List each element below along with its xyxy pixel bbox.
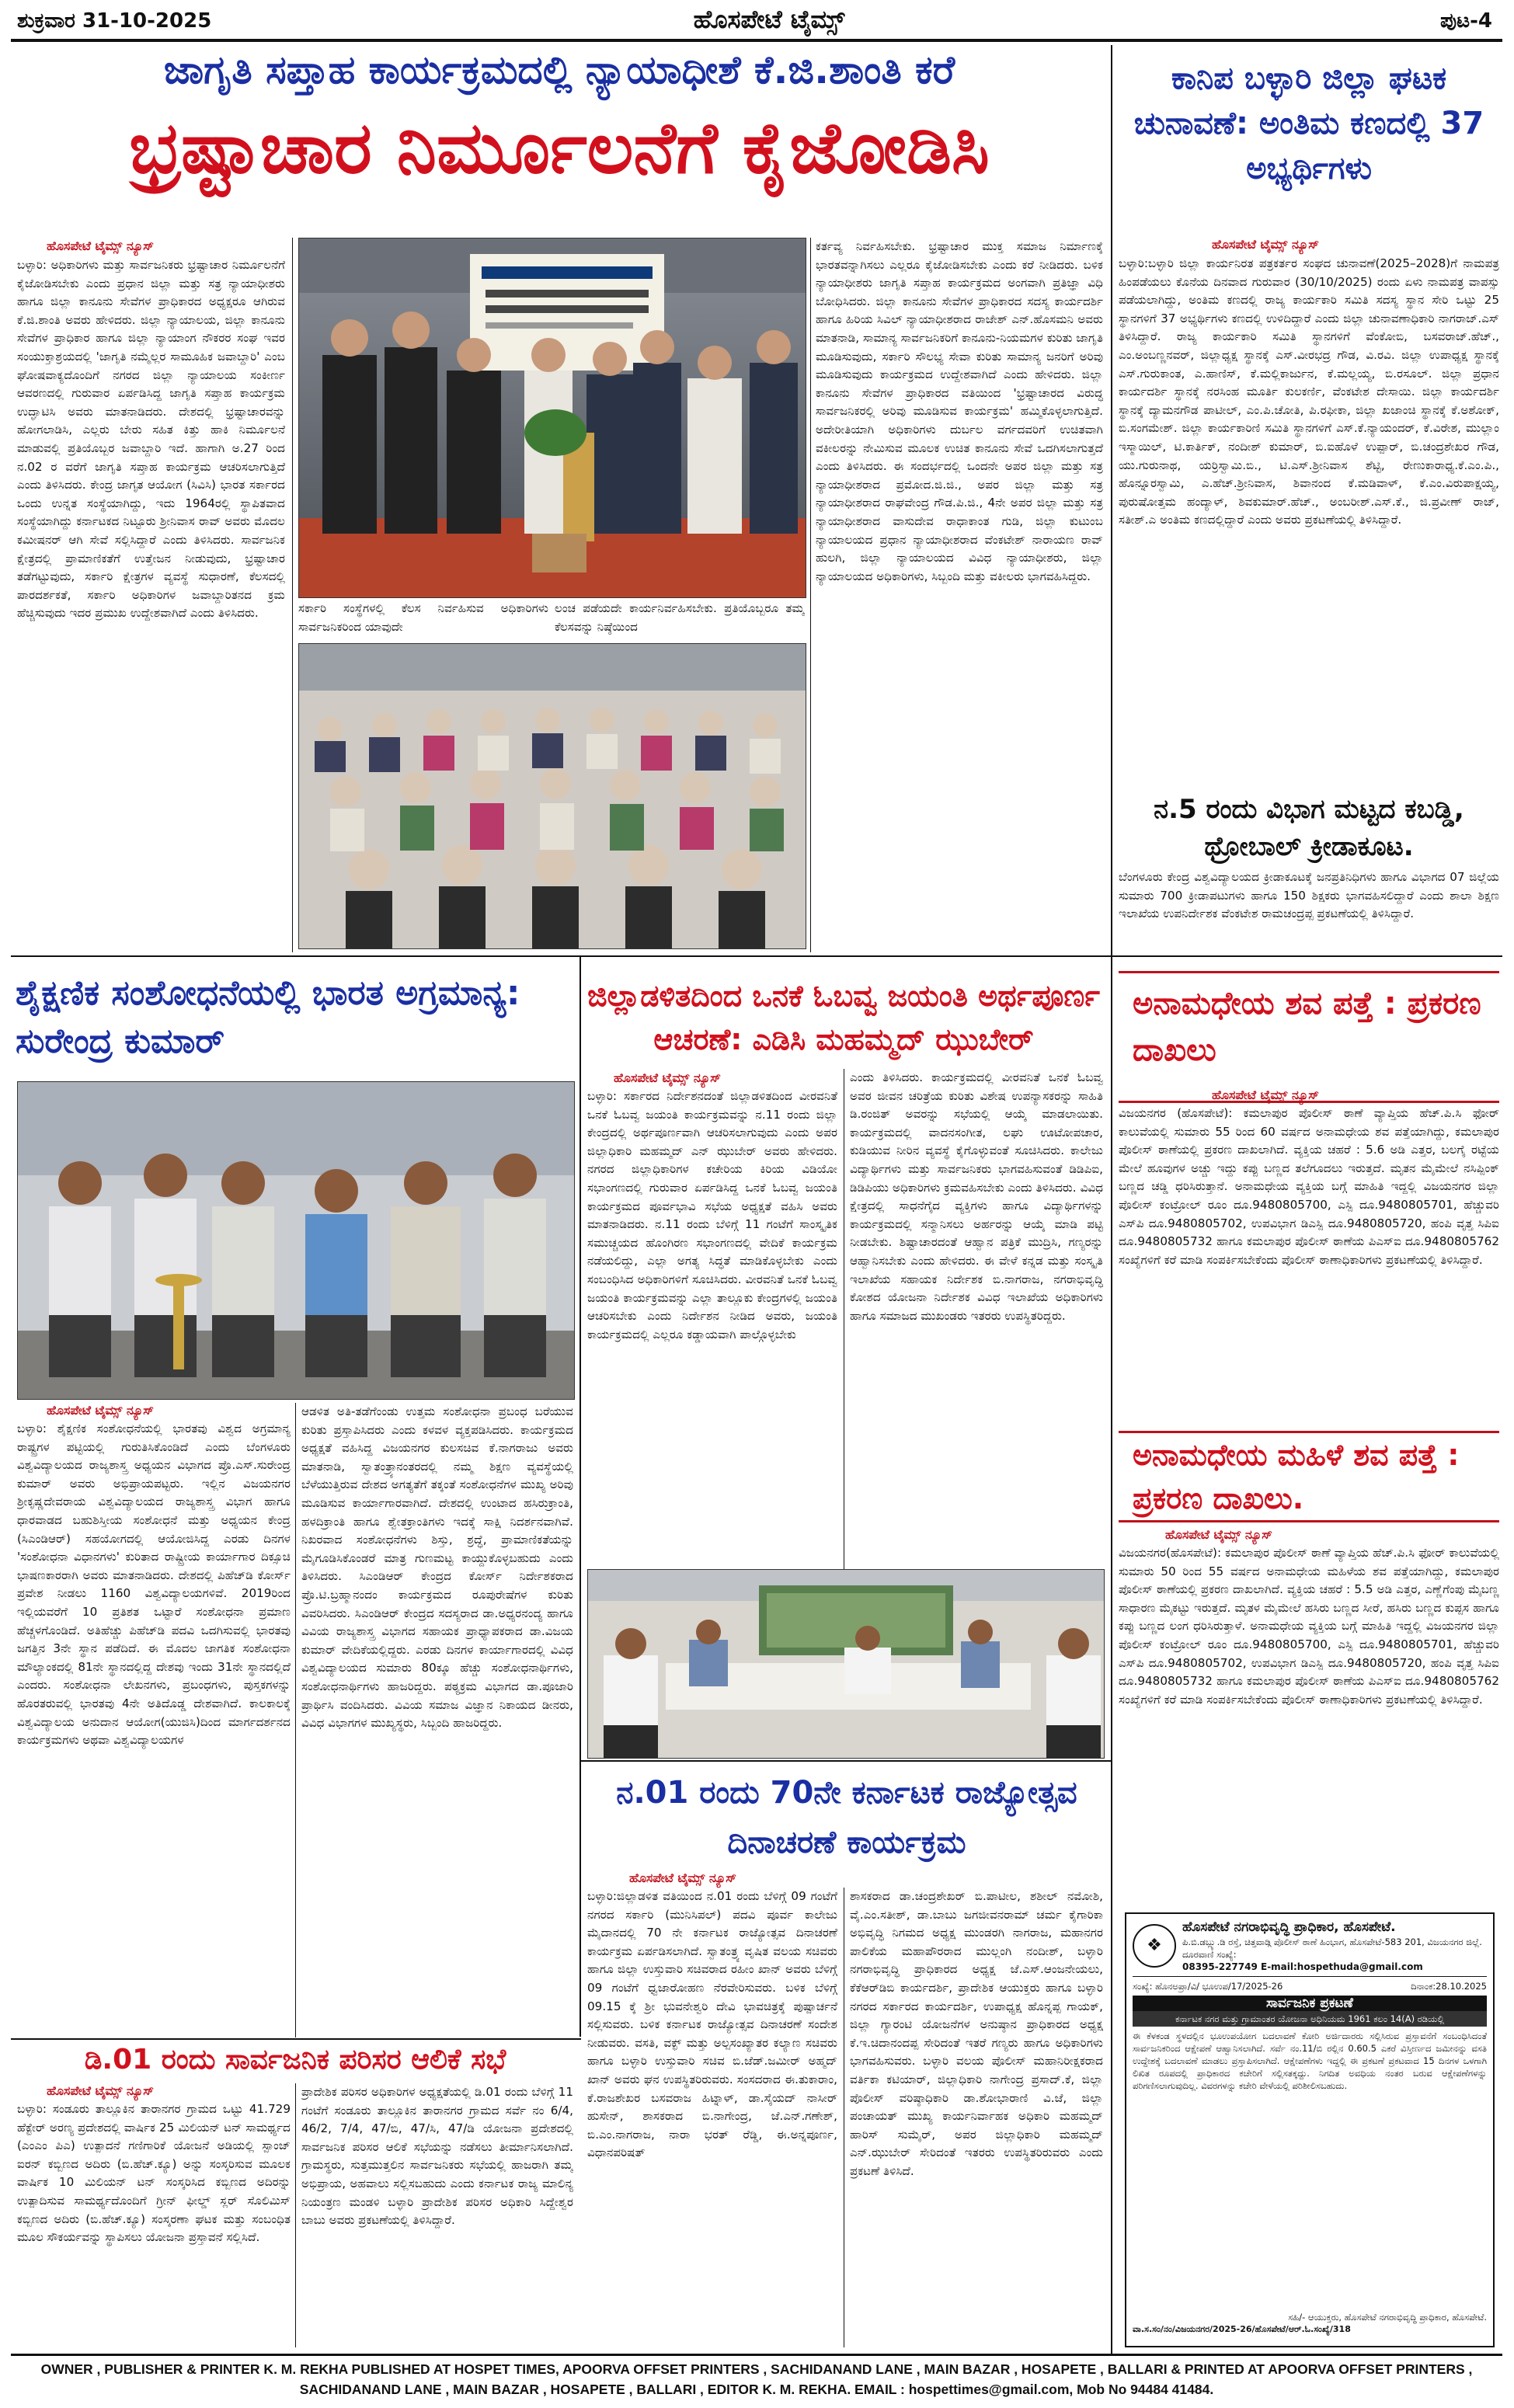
research-body-col1: [17, 1420, 291, 2037]
rajyotsava-col1-text: ಬಳ್ಳಾರಿ:ಜಿಲ್ಲಾಡಳಿತ ವತಿಯಿಂದ ನ.01 ರಂದು ಬೆಳಿಗ್ಗೆ 09 ಗಂಟೆಗೆ ನಗರದ ಸರ್ಕಾರಿ (ಮುನಿಸಿಪಲ್) ಪದವಿ ಪೂರ್ವ ಕಾಲೇಜು ಮೈದಾನದಲ್ಲಿ 70 ನೇ ಕರ್ನಾಟಕ ರಾಜ್ಯೋತ್ಸವ ದಿನಾಚರಣೆ ಕಾರ್ಯಕ್ರಮ ಏರ್ಪಡಿಸಲಾಗಿದೆ. ಸ್ವಾತಂತ್ರ್ಯ ವೃಷಿತ ವಲಯ ಸಚಿವರು ಹಾಗೂ ಜಿಲ್ಲಾ ಉಸ್ತುವಾರಿ ಸಚಿವರಾದ ರಹೀಂ ಖಾನ್ ಅವರು ಬೆಳಿಗ್ಗೆ 09 ಗಂಟೆಗೆ ಧ್ವಜಾರೋಹಣ ನೆರವೇರಿಸುವರು. ಬಳಿಕ ಬೆಳಿಗ್ಗೆ 09.15 ಕ್ಕೆ ಶ್ರೀ ಭುವನೇಶ್ವರಿ ದೇವಿ ಭಾವಚಿತ್ರಕ್ಕೆ ಪುಷ್ಪಾರ್ಚನೆ ಸಲ್ಲಿಸುವರು. ಬಳಿಕ ಕರ್ನಾಟಕ ರಾಜ್ಯೋತ್ಸವ ದಿನಾಚರಣೆ ಸಂದೇಶ ನೀಡುವರು. ವಸತಿ, ವಕ್ಫ್ ಮತ್ತು ಅಲ್ಪಸಂಖ್ಯಾತರ ಕಲ್ಯಾಣ ಸಚಿವರು ಹಾಗೂ ಬಳ್ಳಾರಿ ಉಸ್ತುವಾರಿ ಸಚಿವ ಬಿ.ಜೆಡ್.ಜಮೀರ್ ಅಹ್ಮದ್ ಖಾನ್ ಅವರು ಘನ ಉಪಸ್ಥಿತರಿರುವರು. ಸಂಸದರಾದ ಈ.ತುಕಾರಾಂ, ಕೆ.ರಾಜಶೇಖರ ಬಸವರಾಜ ಹಿಟ್ನಾಳ್, ಡಾ.ಸೈಯದ್ ನಾಸೀರ್ ಹುಸೇನ್, ಶಾಸಕರಾದ ಬಿ.ನಾಗೇಂದ್ರ, ಜೆ.ಎನ್.ಗಣೇಶ್, ಬಿ.ಎಂ.ನಾಗರಾಜ, ನಾರಾ ಭರತ್ ರೆಡ್ಡಿ, ಈ.ಅನ್ನಪೂರ್ಣ, ವಿಧಾನಪರಿಷತ್: [587, 1889, 837, 2160]
lead-kicker: ಜಾಗೃತಿ ಸಪ್ತಾಹ ಕಾರ್ಯಕ್ರಮದಲ್ಲಿ ನ್ಯಾಯಾಧೀಶೆ ಕೆ.ಜಿ.ಶಾಂತಿ ಕರೆ: [163, 47, 955, 92]
notice-dip-number: ವಾ.ಸ.ಸಂ/ನಂ/ವಿಜಯನಗರ/2025-26/ಹೊಸಪೇಟೆ/ಆರ್.ಓ.ಸಂಖ್ಯೆ/318: [1133, 2324, 1351, 2334]
sidebar-election-body: [1119, 255, 1499, 791]
public-notice: [1125, 1912, 1495, 2347]
sidebar-election-headline: ಕಾನಿಪ ಬಳ್ಳಾರಿ ಜಿಲ್ಲಾ ಘಟಕ ಚುನಾವಣೆ: ಅಂತಿಮ ಕಣದಲ್ಲಿ 37 ಅಭ್ಯರ್ಥಿಗಳು: [1133, 61, 1484, 186]
research-headline: ಶೈಕ್ಷಣಿಕ ಸಂಶೋಧನೆಯಲ್ಲಿ ಭಾರತ ಅಗ್ರಮಾನ್ಯ: ಸುರೇಂದ್ರ ಕುಮಾರ್: [16, 973, 520, 1061]
rajyotsava-body-col1: [587, 1888, 837, 2347]
lead-body-col3: [816, 238, 1103, 948]
paper-name: ಹೊಸಪೇಟೆ ಟೈಮ್ಸ್: [693, 5, 845, 34]
notice-address: ಪಿ.ಬಿ.ಡಬ್ಲ್ಯು.ಡಿ ರಸ್ತೆ, ಚಿತ್ತವಾಡ್ಗಿ ಪೊಲೀಸ್ ಠಾಣೆ ಹಿಂಭಾಗ, ಹೊಸಪೇಟೆ-583 201, ವಿಜಯನಗರ ಜಿಲ್ಲೆ. ದೂರವಾಣಿ ಸಂಖ್ಯೆ:: [1182, 1936, 1482, 1960]
page-date: ಶುಕ್ರವಾರ 31-10-2025: [17, 9, 212, 33]
obavva-body-col1: [587, 1087, 837, 1569]
obavva-col2-text: ಎಂದು ತಿಳಿಸಿದರು. ಕಾರ್ಯಕ್ರಮದಲ್ಲಿ ವೀರವನಿತೆ ಒನಕೆ ಓಬವ್ವ ಅವರ ಜೀವನ ಚರಿತ್ರೆಯ ಕುರಿತು ವಿಶೇಷ ಉಪನ್ಯಾಸಕರನ್ನು ಸಾಹಿತಿ ಡಿ.ರಂಜಿತ್ ಅವರನ್ನು ಸಭೆಯಲ್ಲಿ ಆಯ್ಕೆ ಮಾಡಲಾಯಿತು. ಕಾರ್ಯಕ್ರಮದಲ್ಲಿ ವಾದನಸಂಗೀತ, ಲಘು ಊಟೋಪಚಾರ, ಕುಡಿಯುವ ನೀರಿನ ವ್ಯವಸ್ಥೆ ಕೈಗೊಳ್ಳುವಂತೆ ಸೂಚಿಸಿದರು. ಕಾಲೇಜು ವಿದ್ಯಾರ್ಥಿಗಳು ಮತ್ತು ಸಾರ್ವಜನಿಕರು ಭಾಗವಹಿಸುವಂತೆ ಡಿಡಿಪಿಐ, ಡಿಡಿಪಿಯು ಅಧಿಕಾರಿಗಳು ಕ್ರಮವಹಿಸಬೇಕು ಎಂದು ತಿಳಿಸಿದರು. ವಿವಿಧ ಕ್ಷೇತ್ರದಲ್ಲಿ ಸಾಧನೆಗೈದ ವ್ಯಕ್ತಿಗಳು ಹಾಗೂ ವಿದ್ಯಾರ್ಥಿಗಳನ್ನು ಕಾರ್ಯಕ್ರಮದಲ್ಲಿ ಸನ್ಮಾನಿಸಲು ಅರ್ಹರನ್ನು ಆಯ್ಕೆ ಮಾಡಿ ಪಟ್ಟಿ ನೀಡಬೇಕು. ಶಿಷ್ಟಾಚಾರದಂತೆ ಆಹ್ವಾನ ಪತ್ರಿಕೆ ಮುದ್ರಿಸಿ, ಗಣ್ಯರನ್ನು ಆಹ್ವಾನಿಸಬೇಕು ಎಂದು ಹೇಳಿದರು. ಈ ವೇಳೆ ಕನ್ನಡ ಮತ್ತು ಸಂಸ್ಕೃತಿ ಇಲಾಖೆಯ ಸಹಾಯಕ ನಿರ್ದೇಶಕ ಬಿ.ನಾಗರಾಜ, ನಗರಾಭಿವೃದ್ಧಿ ಕೋಶದ ಯೋಜನಾ ನಿರ್ದೇಶಕ ವಿವಿಧ ಇಲಾಖೆಯ ಅಧಿಕಾರಿಗಳು ಹಾಗೂ ಸಮಾಜದ ಮುಖಂಡರು ಇತರರು ಉಪಸ್ಥಿತರಿದ್ದರು.: [850, 1070, 1103, 1323]
rajyotsava-byline: ಹೊಸಪೇಟೆ ಟೈಮ್ಸ್ ನ್ಯೂಸ್: [629, 1870, 736, 1885]
rajyotsava-headline: ನ.01 ರಂದು 70ನೇ ಕರ್ನಾಟಕ ರಾಜ್ಯೋತ್ಸವ ದಿನಾಚರಣೆ ಕಾರ್ಯಕ್ರಮ: [616, 1775, 1077, 1860]
photo-lamp-lighting: [298, 238, 806, 598]
dead1-text: ವಿಜಯನಗರ (ಹೊಸಪೇಟೆ): ಕಮಲಾಪುರ ಪೊಲೀಸ್ ಠಾಣೆ ವ್ಯಾಪ್ತಿಯ ಹೆಚ್.ಪಿ.ಸಿ ಫೋರ್ ಕಾಲುವೆಯಲ್ಲಿ ಸುಮಾರು 55 ರಿಂದ 60 ವರ್ಷದ ಅನಾಮಧೇಯ ಶವ ಪತ್ತೆಯಾಗಿದ್ದು, ಕಮಲಾಪುರ ಪೊಲೀಸ್ ಠಾಣೆಯಲ್ಲಿ ಪ್ರಕರಣ ದಾಖಲಾಗಿದೆ. ವ್ಯಕ್ತಿಯ ಚಹರೆ : 5.6 ಅಡಿ ಎತ್ತರ, ಬಲಗೈ ರಟ್ಟೆಯ ಮೇಲೆ ಹೂವುಗಳ ಅಚ್ಚು ಇದ್ದು ಕಪ್ಪು ಬಣ್ಣದ ತಲೆಗೂದಲು ಇರುತ್ತದೆ. ಮೃತನ ಮೈಮೇಲೆ ನಸಿಪ್ಪಿಂಕ್ ಬಣ್ಣದ ಚಡ್ಡಿ ಧರಿಸಿರುತ್ತಾನೆ. ಅನಾಮಧೇಯ ವ್ಯಕ್ತಿಯ ಬಗ್ಗೆ ಮಾಹಿತಿ ಇದ್ದಲ್ಲಿ ವಿಜಯನಗರ ಜಿಲ್ಲಾ ಪೊಲೀಸ್ ಕಂಟ್ರೋಲ್ ರೂಂ ದೂ.9480805700, ಎಸ್ಪಿ ದೂ.9480805701, ಹೆಚ್ಚುವರಿ ಎಸ್‌ಪಿ ದೂ.9480805702, ಉಪವಿಭಾಗ ಡಿಎಸ್ಪಿ ದೂ.9480805720, ಹಂಪಿ ವೃತ್ತ ಸಿಪಿಐ ದೂ.9480805732 ಹಾಗೂ ಕಮಲಾಪುರ ಪೊಲೀಸ್ ಠಾಣೆಯ ಪಿಎಸ್ಐ ದೂ.9480805762 ಸಂಖ್ಯೆಗಳಿಗೆ ಕರೆ ಮಾಡಿ ಸಂಪರ್ಕಿಸಬೇಕೆಂದು ಪೊಲೀಸ್ ಠಾಣಾಧಿಕಾರಿಗಳು ಪ್ರಕಟಣೆಯಲ್ಲಿ ತಿಳಿಸಿದ್ದಾರೆ.: [1119, 1106, 1499, 1267]
sidebar-election-byline: ಹೊಸಪೇಟೆ ಟೈಮ್ಸ್ ನ್ಯೂಸ್: [1212, 237, 1319, 252]
dead2-headline: ಅನಾಮಧೇಯ ಮಹಿಳೆ ಶವ ಪತ್ತೆ : ಪ್ರಕರಣ ದಾಖಲು.: [1119, 1431, 1499, 1522]
rajyotsava-body-col2: [850, 1888, 1103, 2347]
section-rule: [11, 955, 1502, 957]
col-rule: [295, 1403, 296, 2037]
section-rule: [1111, 45, 1112, 955]
imprint-line-1: OWNER , PUBLISHER & PRINTER K. M. REKHA PUBLISHED AT HOSPET TIMES, APOORVA OFFSET PRINTERS , SACHIDANAND LANE , MAIN BAZAR , HOSAPETE , BALLARI & PRINTED AT APOORVA OFFSET PRINTERS ,: [40, 2361, 1473, 2377]
page-number: ಪುಟ-4: [1439, 9, 1492, 33]
hearing-headline: ಡಿ.01 ರಂದು ಸಾರ್ವಜನಿಕ ಪರಿಸರ ಆಲಿಕೆ ಸಭೆ: [84, 2044, 506, 2076]
footer-rule: [11, 2354, 1502, 2356]
govt-emblem-icon: ❖: [1133, 1924, 1176, 1968]
notice-org: ಹೊಸಪೇಟೆ ನಗರಾಭಿವೃದ್ಧಿ ಪ್ರಾಧಿಕಾರ, ಹೊಸಪೇಟೆ.: [1182, 1919, 1396, 1935]
hearing-byline: ಹೊಸಪೇಟೆ ಟೈಮ್ಸ್ ನ್ಯೂಸ್: [47, 2083, 154, 2098]
research-col2-text: ಆಡಳಿತ ಅತಿ-ತಡೆಗೆಂಂಡು ಉತ್ತಮ ಸಂಶೋಧನಾ ಪ್ರಬಂಧ ಬರೆಯುವ ಕುರಿತು ಪ್ರಸ್ತಾಪಿಸಿದರು ಎಂದು ಕಳವಳ ವ್ಯಕ್ತಪಡಿಸಿದರು. ಕಾರ್ಯಕ್ರಮದ ಅಧ್ಯಕ್ಷತೆ ವಹಿಸಿದ್ದ ವಿಜಯನಗರ ಕುಲಸಚಿವ ಕೆ.ನಾಗರಾಜು ಅವರು ಮಾತನಾಡಿ, ಸ್ವಾತಂತ್ರ್ಯಾನಂತರದಲ್ಲಿ ನಮ್ಮ ಶಿಕ್ಷಣ ವ್ಯವಸ್ಥೆಯಲ್ಲಿ ಬೆಳೆಯುತ್ತಿರುವ ದೇಶದ ಅಗತ್ಯತೆಗೆ ತಕ್ಕಂತೆ ಸಂಶೋಧನೆಗಳ ಮುಖ್ಯ ಅರಿವು ಮೂಡಿಸುವ ಕಾರ್ಯಾಗಾರವಾಗಿದೆ. ದೇಶದಲ್ಲಿ ಉಂಟಾದ ಹಸಿರುಕ್ರಾಂತಿ, ಹಳದಿಕ್ರಾಂತಿ ಹಾಗೂ ಶ್ವೇತಕ್ರಾಂತಿಗಳು ಇದಕ್ಕೆ ಸಾಕ್ಷಿ ನಿದರ್ಶನವಾಗಿವೆ. ನಿಖರವಾದ ಸಂಶೋಧನೆಗಳು ಶಿಸ್ತು, ಶ್ರದ್ಧೆ, ಪ್ರಾಮಾಣಿಕತೆಯನ್ನು ಮೈಗೂಡಿಸಿಕೊಂಡರೆ ಮಾತ್ರ ಗುಣಮಟ್ಟ ಕಾಯ್ದುಕೊಳ್ಳಬಹುದು ಎಂದು ತಿಳಿಸಿದರು. ಸಿಎಂಡಿಆರ್ ಕೇಂದ್ರದ ಕೋರ್ಸ್ ನಿರ್ದೇಶಕರಾದ ಪ್ರೊ.ಟಿ.ಬ್ರಹ್ಮಾನಂದಂ ಕಾರ್ಯಕ್ರಮದ ರೂಪುರೇಷೆಗಳ ಕುರಿತು ವಿವರಿಸಿದರು. ಸಿಎಂಡಿಆರ್ ಕೇಂದ್ರದ ಸದಸ್ಯರಾದ ಡಾ.ಅಧ್ಯರನಂದ್ಯ ಹಾಗೂ ವಿವಿಯ ರಾಜ್ಯಶಾಸ್ತ್ರ ವಿಭಾಗದ ಸಹಾಯಕ ಪ್ರಾಧ್ಯಾಪಕರಾದ ಡಾ.ವಿಜಯ ಕುಮಾರ್ ವೇದಿಕೆಯಲ್ಲಿದ್ದರು. ಎರಡು ದಿನಗಳ ಕಾರ್ಯಾಗಾರದಲ್ಲಿ ವಿವಿಧ ವಿಶ್ವವಿದ್ಯಾಲಯದ ಸುಮಾರು 80ಕ್ಕೂ ಹೆಚ್ಚು ಸಂಶೋಧನಾರ್ಥಿಗಳು, ಸಂಶೋಧನಾರ್ಥಿಗಳು ಹಾಜರಿದ್ದರು. ಪಠ್ಯಕ್ರಮ ವಿಭಾಗದ ಡಾ.ಪೂಜಾರಿ ಪ್ರಾರ್ಥಿಸಿ ವಂದಿಸಿದರು. ವಿವಿಯ ಸಮಾಜ ವಿಜ್ಞಾನ ನಿಕಾಯದ ಡೀನರು, ವಿವಿಧ ವಿಭಾಗಗಳ ಮುಖ್ಯಸ್ಥರು, ಸಿಬ್ಬಂದಿ ಹಾಜರಿದ್ದರು.: [301, 1404, 573, 1731]
imprint-line-2: SACHIDANAND LANE , MAIN BAZAR , HOSAPETE , BALLARI , EDITOR K. M. REKHA. EMAIL : hospettimes@gmail.com, Mob No 94484 41484.: [299, 2382, 1214, 2397]
section-rule: [581, 1760, 1112, 1762]
rajyotsava-col2-text: ಶಾಸಕರಾದ ಡಾ.ಚಂದ್ರಶೇಖರ್ ಬಿ.ಪಾಟೀಲ, ಶಶೀಲ್ ನಮೋಶಿ, ವೈ.ಎಂ.ಸತೀಶ್, ಡಾ.ಬಾಬು ಜಗಜೀವನರಾಮ್ ಚರ್ಮ ಕೈಗಾರಿಕಾ ಅಭಿವೃದ್ಧಿ ನಿಗಮದ ಅಧ್ಯಕ್ಷ ಮುಂಡರಗಿ ನಾಗರಾಜ, ಮಹಾನಗರ ಪಾಲಿಕೆಯ ಮಹಾಪೌರರಾದ ಮುಲ್ಲಂಗಿ ನಂದೀಶ್, ಬಳ್ಳಾರಿ ನಗರಾಭಿವೃದ್ಧಿ ಪ್ರಾಧಿಕಾರದ ಅಧ್ಯಕ್ಷ ಜೆ.ಎಸ್.ಆಂಜನೇಯಲು, ಕೆಕೆಆರ್‌ಡಿಬಿ ಕಾರ್ಯದರ್ಶಿ, ಪ್ರಾದೇಶಿಕ ಆಯುಕ್ತರು ಹಾಗೂ ಬಳ್ಳಾರಿ ನಗರದ ಸರ್ಕಾರದ ಕಾರ್ಯದರ್ಶಿ, ಉಪಾಧ್ಯಕ್ಷ ಹೊನ್ನಪ್ಪ ಗಾಯಕ್, ಜಿಲ್ಲಾ ಗ್ಯಾರಂಟಿ ಯೋಜನೆಗಳ ಅನುಷ್ಠಾನ ಪ್ರಾಧಿಕಾರದ ಅಧ್ಯಕ್ಷ ಕೆ.ಇ.ಚಿದಾನಂದಪ್ಪ ಸೇರಿದಂತೆ ಇತರೆ ಗಣ್ಯರು ಹಾಗೂ ಅಧಿಕಾರಿಗಳು ಭಾಗವಹಿಸುವರು. ಬಳ್ಳಾರಿ ವಲಯ ಪೊಲೀಸ್ ಮಹಾನಿರೀಕ್ಷಕರಾದ ವರ್ತಿಕಾ ಕಟಿಯಾರ್, ಜಿಲ್ಲಾಧಿಕಾರಿ ನಾಗೇಂದ್ರ ಪ್ರಸಾದ್.ಕೆ, ಜಿಲ್ಲಾ ಪೊಲೀಸ್ ವರಿಷ್ಠಾಧಿಕಾರಿ ಡಾ.ಶೋಭಾರಾಣಿ ವಿ.ಜೆ, ಜಿಲ್ಲಾ ಪಂಚಾಯತ್ ಮುಖ್ಯ ಕಾರ್ಯನಿರ್ವಾಹಕ ಅಧಿಕಾರಿ ಮಹಮ್ಮದ್ ಹಾರಿಸ್ ಸುಮೈರ್, ಅಪರ ಜಿಲ್ಲಾಧಿಕಾರಿ ಮಹಮ್ಮದ್ ಎನ್.ಝುಬೇರ್ ಸೇರಿದಂತೆ ಇತರರು ಉಪಸ್ಥಿತರಿರುವರು ಎಂದು ಪ್ರಕಟಣೆ ತಿಳಿಸಿದೆ.: [850, 1889, 1103, 2178]
hearing-col1-text: ಬಳ್ಳಾರಿ: ಸಂಡೂರು ತಾಲ್ಲೂಕಿನ ತಾರಾನಗರ ಗ್ರಾಮದ ಒಟ್ಟು 41.729 ಹೆಕ್ಟೇರ್ ಅರಣ್ಯ ಪ್ರದೇಶದಲ್ಲಿ ವಾರ್ಷಿಕ 25 ಮಿಲಿಯನ್ ಟನ್ ಸಾಮರ್ಥ್ಯದ (ಎಂಎಂ ಪಿಎ) ಉತ್ಪಾದನೆ ಗಣಿಗಾರಿಕೆ ಯೋಜನೆ ಅಡಿಯಲ್ಲಿ ಸ್ಪಾಂಜ್ ಐರನ್ ಕಬ್ಬಿಣದ ಅದಿರು (ಬಿ.ಹೆಚ್.ಕ್ಯೂ) ಅನ್ನು ಸಂಸ್ಕರಿಸುವ ಮೂಲಕ ವಾರ್ಷಿಕ 10 ಮಿಲಿಯನ್ ಟನ್ ಸಂಸ್ಕರಿಸಿದ ಕಬ್ಬಿಣದ ಅದಿರನ್ನು ಉತ್ಪಾದಿಸುವ ಸಾಮರ್ಥ್ಯದೊಂದಿಗೆ ಗ್ರೀನ್ ಫೀಲ್ಡ್ ಸ್ಲರ್ ಸೊಲಿಮಿಸ್ ಕಬ್ಬಿಣದ ಅದಿರು (ಬಿ.ಹೆಚ್.ಕ್ಯೂ) ಸಂಸ್ಕರಣಾ ಘಟಕ ಮತ್ತು ಸಂಬಂಧಿತ ಮೂಲ ಸೌಕರ್ಯವನ್ನು ಸ್ಥಾಪಿಸಲು ಯೋಜನಾ ಪ್ರಸ್ತಾವನೆ ಸಲ್ಲಿಸಿದೆ.: [17, 2102, 291, 2245]
dead1-body: [1119, 1105, 1499, 1431]
hearing-col2-text: ಪ್ರಾದೇಶಿಕ ಪರಿಸರ ಅಧಿಕಾರಿಗಳ ಅಧ್ಯಕ್ಷತೆಯಲ್ಲಿ ಡಿ.01 ರಂದು ಬೆಳಿಗ್ಗೆ 11 ಗಂಟೆಗೆ ಸಂಡೂರು ತಾಲ್ಲೂಕಿನ ತಾರಾನಗರ ಗ್ರಾಮದ ಸರ್ವೆ ನಂ 6/4, 46/2, 7/4, 47/ಬಿ, 47/ಸಿ, 47/ಡಿ ಯೋಜನಾ ಪ್ರದೇಶದಲ್ಲಿ ಸಾರ್ವಜನಿಕ ಪರಿಸರ ಆಲಿಕೆ ಸಭೆಯನ್ನು ನಡೆಸಲು ತೀರ್ಮಾನಿಸಲಾಗಿದೆ. ಗ್ರಾಮಸ್ಥರು, ಸುತ್ತಮುತ್ತಲಿನ ಸಾರ್ವಜನಿಕರು ಸಭೆಯಲ್ಲಿ ಹಾಜರಾಗಿ ತಮ್ಮ ಅಭಿಪ್ರಾಯ, ಅಹವಾಲು ಸಲ್ಲಿಸಬಹುದು ಎಂದು ಕರ್ನಾಟಕ ರಾಜ್ಯ ಮಾಲಿನ್ಯ ನಿಯಂತ್ರಣ ಮಂಡಳಿ ಬಳ್ಳಾರಿ ಪ್ರಾದೇಶಿಕ ಪರಿಸರ ಅಧಿಕಾರಿ ಸಿದ್ದೇಶ್ವರ ಬಾಬು ಅವರು ಪ್ರಕಟಣೆಯಲ್ಲಿ ತಿಳಿಸಿದ್ದಾರೆ.: [301, 2085, 573, 2228]
lead-mid-a-text: ಸರ್ಕಾರಿ ಸಂಸ್ಥೆಗಳಲ್ಲಿ ಕೆಲಸ ನಿರ್ವಹಿಸುವ ಅಧಿಕಾರಿಗಳು ಸಾರ್ವಜನಿಕರಿಂದ ಯಾವುದೇ: [298, 601, 548, 634]
photo-audience: [298, 643, 806, 949]
col-rule: [295, 2083, 296, 2347]
kabaddi-body: [1119, 868, 1499, 952]
obavva-col1-text: ಬಳ್ಳಾರಿ: ಸರ್ಕಾರದ ನಿರ್ದೇಶನದಂತೆ ಜಿಲ್ಲಾಡಳಿತದಿಂದ ವೀರವನಿತೆ ಒನಕೆ ಓಬವ್ವ ಜಯಂತಿ ಕಾರ್ಯಕ್ರಮವನ್ನು ನ.11 ರಂದು ಜಿಲ್ಲಾ ಕೇಂದ್ರದಲ್ಲಿ ಅರ್ಥಪೂರ್ಣವಾಗಿ ಆಚರಿಸಲಾಗುವುದು ಎಂದು ಅಪರ ಜಿಲ್ಲಾಧಿಕಾರಿ ಮಹಮ್ಮದ್ ಎನ್ ಝುಬೇರ್ ಅವರು ಹೇಳಿದರು. ನಗರದ ಜಿಲ್ಲಾಧಿಕಾರಿಗಳ ಕಚೇರಿಯ ಕಿರಿಯ ವಿಡಿಯೋ ಸಭಾಂಗಣದಲ್ಲಿ ಗುರುವಾರ ಏರ್ಪಡಿಸಿದ್ದ ಒನಕೆ ಓಬವ್ವ ಜಯಂತಿ ಕಾರ್ಯಕ್ರಮದ ಪೂರ್ವಭಾವಿ ಸಭೆಯ ಅಧ್ಯಕ್ಷತೆ ವಹಿಸಿ ಅವರು ಮಾತನಾಡಿದರು. ನ.11 ರಂದು ಬೆಳಿಗ್ಗೆ 11 ಗಂಟೆಗೆ ಸಾಂಸ್ಕೃತಿಕ ಸಮುಚ್ಚಯದ ಹೊಂಗಿರಣ ಸಭಾಂಗಣದಲ್ಲಿ ವೇದಿಕೆ ಕಾರ್ಯಕ್ರಮ ನಡೆಯಲಿದ್ದು, ಎಲ್ಲಾ ಅಗತ್ಯ ಸಿದ್ಧತೆ ಮಾಡಿಕೊಳ್ಳಬೇಕು ಎಂದು ಸಂಬಂಧಿಸಿದ ಅಧಿಕಾರಿಗಳಿಗೆ ಸೂಚಿಸಿದರು. ವೀರವನಿತೆ ಒನಕೆ ಓಬವ್ವ ಜಯಂತಿ ಕಾರ್ಯಕ್ರಮವನ್ನು ಎಲ್ಲಾ ತಾಲ್ಲೂಕು ಕೇಂದ್ರಗಳಲ್ಲಿ ಜಯಂತಿ ಆಚರಿಸಬೇಕು ಎಂದು ನಿರ್ದೇಶನ ನೀಡಿದ ಅವರು, ಜಯಂತಿ ಕಾರ್ಯಕ್ರಮದಲ್ಲಿ ಎಲ್ಲರೂ ಕಡ್ಡಾಯವಾಗಿ ಪಾಲ್ಗೊಳ್ಳಬೇಕು: [587, 1089, 837, 1341]
research-col1-text: ಬಳ್ಳಾರಿ: ಶೈಕ್ಷಣಿಕ ಸಂಶೋಧನೆಯಲ್ಲಿ ಭಾರತವು ವಿಶ್ವದ ಅಗ್ರಮಾನ್ಯ ರಾಷ್ಟ್ರಗಳ ಪಟ್ಟಿಯಲ್ಲಿ ಗುರುತಿಸಿಕೊಂಡಿದೆ ಎಂದು ಬೆಂಗಳೂರು ವಿಶ್ವವಿದ್ಯಾಲಯದ ರಾಜ್ಯಶಾಸ್ತ್ರ ಅಧ್ಯಯನ ವಿಭಾಗದ ಪ್ರೊ.ಎಸ್.ಸುರೇಂದ್ರ ಕುಮಾರ್ ಅವರು ಅಭಿಪ್ರಾಯಪಟ್ಟರು. ಇಲ್ಲಿನ ವಿಜಯನಗರ ಶ್ರೀಕೃಷ್ಣದೇವರಾಯ ವಿಶ್ವವಿದ್ಯಾಲಯದ ರಾಜ್ಯಶಾಸ್ತ್ರ ವಿಭಾಗ ಹಾಗೂ ಧಾರವಾಡದ ಬಹುಶಿಸ್ತೀಯ ಸಂಶೋಧನೆ ಮತ್ತು ಅಧ್ಯಯನ ಕೇಂದ್ರ (ಸಿಎಂಡಿಆರ್) ಸಹಯೋಗದಲ್ಲಿ ಆಯೋಜಿಸಿದ್ದ ಎರಡು ದಿನಗಳ 'ಸಂಶೋಧನಾ ವಿಧಾನಗಳು' ಕುರಿತಾದ ರಾಷ್ಟ್ರೀಯ ಕಾರ್ಯಾಗಾರ ದಿಕ್ಸೂಚಿ ಭಾಷಣಕಾರರಾಗಿ ಅವರು ಮಾತನಾಡಿದರು. ದೇಶದಲ್ಲಿ ಪಿಹೆಚ್‌ಡಿ ಕೋರ್ಸ್ ಪ್ರವೇಶ ನೀಡಲು 1160 ವಿಶ್ವವಿದ್ಯಾಲಯಗಳಿವೆ. 2019ರಿಂದ ಇಲ್ಲಿಯವರೆಗೆ 10 ಪ್ರತಿಶತ ಒಟ್ಟಾರೆ ಸಂಶೋಧನಾ ಪ್ರಮಾಣ ಹೆಚ್ಚಳಗೊಂಡಿದೆ. ಅತಿಹೆಚ್ಚು ಪಿಹೆಚ್‌ಡಿ ಪದವಿ ಒದಗಿಸುವಲ್ಲಿ ಭಾರತವು ಜಗತ್ತಿನ 3ನೇ ಸ್ಥಾನ ಪಡೆದಿದೆ. ಈ ಮೊದಲ ಜಾಗತಿಕ ಸಂಶೋಧನಾ ಮೌಲ್ಯಾಂಕದಲ್ಲಿ 81ನೇ ಸ್ಥಾನದಲ್ಲಿದ್ದ ದೇಶವು ಇಂದು 31ನೇ ಸ್ಥಾನದಲ್ಲಿದೆ ಎಂದರು. ಸಂಶೋಧನಾ ಲೇಖನಗಳು, ಪ್ರಬಂಧಗಳು, ಪುಸ್ತಕಗಳನ್ನು ಹೊರತರುವಲ್ಲಿ ಭಾರತವು 4ನೇ ಅತಿದೊಡ್ಡ ದೇಶವಾಗಿದೆ. ಕಾಲಕಾಲಕ್ಕೆ ವಿಶ್ವವಿದ್ಯಾಲಯ ಅನುದಾನ ಆಯೋಗ(ಯುಜಿಸಿ)ದಿಂದ ಮಾರ್ಗದರ್ಶನದ ಕಾರ್ಯಕ್ರಮಗಳು ಅಥವಾ ವಿಶ್ವವಿದ್ಯಾಲಯಗಳ: [17, 1421, 291, 1748]
photo-research-lamp: [17, 1081, 575, 1400]
kabaddi-headline: ನ.5 ರಂದು ವಿಭಾಗ ಮಟ್ಟದ ಕಬಡ್ಡಿ, ಥ್ರೋಬಾಲ್ ಕ್ರೀಡಾಕೂಟ.: [1154, 794, 1464, 862]
section-rule: [11, 2038, 581, 2040]
dead2-byline: ಹೊಸಪೇಟೆ ಟೈಮ್ಸ್ ನ್ಯೂಸ್: [1165, 1527, 1272, 1542]
lead-body-col1: [17, 256, 285, 948]
hearing-body-col2: [301, 2083, 573, 2347]
col-rule: [292, 238, 293, 952]
masthead-rule: [11, 39, 1502, 42]
col-rule: [810, 238, 811, 952]
section-rule: [1111, 957, 1112, 2355]
lead-body-mid-b: [555, 600, 805, 640]
obavva-byline: ಹೊಸಪೇಟೆ ಟೈಮ್ಸ್ ನ್ಯೂಸ್: [614, 1070, 721, 1085]
notice-signature: ಸಹಿ/- ಆಯುಕ್ತರು, ಹೊಸಪೇಟೆ ನಗರಾಭಿವೃದ್ಧಿ ಪ್ರಾಧಿಕಾರ, ಹೊಸಪೇಟೆ.: [1288, 2312, 1487, 2323]
dead1-headline: ಅನಾಮಧೇಯ ಶವ ಪತ್ತೆ : ಪ್ರಕರಣ ದಾಖಲು: [1133, 986, 1481, 1068]
notice-title: ಸಾರ್ವಜನಿಕ ಪ್ರಕಟಣೆ: [1133, 1996, 1487, 2011]
section-rule: [579, 957, 581, 2037]
dead2-body: [1119, 1544, 1499, 1909]
lead-mid-b-text: ಲಂಚ ಪಡೆಯದೇ ಕಾರ್ಯನಿರ್ವಹಿಸಬೇಕು. ಪ್ರತಿಯೊಬ್ಬರೂ ತಮ್ಮ ಕೆಲಸವನ್ನು ನಿಷ್ಠೆಯಿಂದ: [555, 601, 805, 634]
lead-col1-text: ಬಳ್ಳಾರಿ: ಅಧಿಕಾರಿಗಳು ಮತ್ತು ಸಾರ್ವಜನಿಕರು ಭ್ರಷ್ಟಾಚಾರ ನಿರ್ಮೂಲನೆಗೆ ಕೈಜೋಡಿಸಬೇಕು ಎಂದು ಪ್ರಧಾನ ಜಿಲ್ಲಾ ಮತ್ತು ಸತ್ರ ನ್ಯಾಯಾಧೀಶರು ಹಾಗೂ ಜಿಲ್ಲಾ ಕಾನೂನು ಸೇವೆಗಳ ಪ್ರಾಧಿಕಾರದ ಅಧ್ಯಕ್ಷರೂ ಆಗಿರುವ ಕೆ.ಜಿ.ಶಾಂತಿ ಅವರು ಹೇಳಿದರು. ಜಿಲ್ಲಾ ನ್ಯಾಯಾಲಯ, ಜಿಲ್ಲಾ ಕಾನೂನು ಸೇವೆಗಳ ಪ್ರಾಧಿಕಾರ ಹಾಗೂ ಜಿಲ್ಲಾ ನ್ಯಾಯಾಂಗ ನೌಕರರ ಸಂಘ ಇವರ ಸಂಯುಕ್ತಾಶ್ರಯದಲ್ಲಿ 'ಜಾಗೃತಿ ನಮ್ಮೆಲ್ಲರ ಸಾಮೂಹಿಕ ಜವಾಬ್ದಾರಿ' ಎಂಬ ಘೋಷವಾಕ್ಯದೊಂದಿಗೆ ನಗರದ ಜಿಲ್ಲಾ ನ್ಯಾಯಾಲಯ ಸಂಕೀರ್ಣ ಆವರಣದಲ್ಲಿ ಗುರುವಾರ ಏರ್ಪಡಿಸಿದ್ದ ಜಾಗೃತಿ ಸಪ್ತಾಹ ಕಾರ್ಯಕ್ರಮ ಉದ್ಘಾಟಿಸಿ ಅವರು ಮಾತನಾಡಿದರು. ದೇಶದಲ್ಲಿ ಭ್ರಷ್ಟಾಚಾರವನ್ನು ಹೋಗಲಾಡಿಸಿ, ಎಲ್ಲರು ಬೇರು ಸಹಿತ ಕಿತ್ತು ಹಾಕಿ ನಿರ್ಮೂಲನೆ ಮಾಡುವಲ್ಲಿ ಪ್ರತಿಯೊಬ್ಬರ ಜವಾಬ್ದಾರಿ ಇದೆ. ಹಾಗಾಗಿ ಅ.27 ರಿಂದ ನ.02 ರ ವರೆಗೆ ಜಾಗೃತಿ ಸಪ್ತಾಹ ಕಾರ್ಯಕ್ರಮ ಆಚರಿಸಲಾಗುತ್ತಿದೆ ಎಂದು ತಿಳಿಸಿದರು. ಕೇಂದ್ರ ಜಾಗೃತ ಆಯೋಗ (ಸಿವಿಸಿ) ಭಾರತ ಸರ್ಕಾರದ ಒಂದು ಉನ್ನತ ಸಂಸ್ಥೆಯಾಗಿದ್ದು, ಇದು 1964ರಲ್ಲಿ ಸ್ಥಾಪಿತವಾದ ಸಂಸ್ಥೆಯಾಗಿದ್ದು ಕರ್ನಾಟಕದ ನಿಟ್ಟೂರು ಶ್ರೀನಿವಾಸ ರಾವ್ ಅವರು ಮೊದಲ ಕಮೀಷನರ್ ಆಗಿ ಸೇವೆ ಸಲ್ಲಿಸಿದ್ದಾರೆ ಎಂದು ತಿಳಿಸಿದರು. ಸಾರ್ವಜನಿಕ ಕ್ಷೇತ್ರದಲ್ಲಿ ಪ್ರಾಮಾಣಿಕತೆಗೆ ಉತ್ತೇಜನ ನೀಡುವುದು, ಭ್ರಷ್ಟಾಚಾರ ತಡೆಗಟ್ಟುವುದು, ಸರ್ಕಾರಿ ಕ್ಷೇತ್ರಗಳ ವ್ಯವಸ್ಥೆ ಸುಧಾರಣೆ, ಕೆಲಸದಲ್ಲಿ ಪಾರದರ್ಶಕತೆ, ಸರ್ಕಾರಿ ಅಧಿಕಾರಿಗಳ ಜವಾಬ್ದಾರಿತನದ ಕ್ರಮ ಹೆಚ್ಚಿಸುವುದು ಇದರ ಪ್ರಮುಖ ಉದ್ದೇಶವಾಗಿದೆ ಎಂದು ತಿಳಿಸಿದರು.: [17, 258, 285, 621]
lead-byline: ಹೊಸಪೇಟೆ ಟೈಮ್ಸ್ ನ್ಯೂಸ್: [47, 238, 154, 253]
kabaddi-text: ಬೆಂಗಳೂರು ಕೇಂದ್ರ ವಿಶ್ವವಿದ್ಯಾಲಯದ ಕ್ರೀಡಾಕೂಟಕ್ಕೆ ಜನಪ್ರತಿನಿಧಿಗಳು ಹಾಗೂ ವಿಭಾಗದ 07 ಜಿಲ್ಲೆಯ ಸುಮಾರು 700 ಕ್ರೀಡಾಪಟುಗಳು ಹಾಗೂ 150 ಶಿಕ್ಷಕರು ಭಾಗವಹಿಸಲಿದ್ದಾರೆ ಎಂದು ಶಾಲಾ ಶಿಕ್ಷಣ ಇಲಾಖೆಯ ಉಪನಿರ್ದೇಶಕ ವೆಂಕಟೇಶ ರಾಮಚಂದ್ರಪ್ಪ ಪ್ರಕಟಣೆಯಲ್ಲಿ ತಿಳಿಸಿದ್ದಾರೆ.: [1119, 870, 1499, 921]
hearing-body-col1: [17, 2100, 291, 2347]
notice-subtitle: ಕರ್ನಾಟಕ ನಗರ ಮತ್ತು ಗ್ರಾಮಾಂತರ ಯೋಜನಾ ಅಧಿನಿಯಮ 1961 ಕಲಂ 14(A) ರಡಿಯಲ್ಲಿ: [1133, 2011, 1487, 2027]
dead2-text: ವಿಜಯನಗರ(ಹೊಸಪೇಟೆ): ಕಮಲಾಪುರ ಪೊಲೀಸ್ ಠಾಣೆ ವ್ಯಾಪ್ತಿಯ ಹೆಚ್.ಪಿ.ಸಿ ಫೋರ್ ಕಾಲುವೆಯಲ್ಲಿ ಸುಮಾರು 50 ರಿಂದ 55 ವರ್ಷದ ಅನಾಮಧೇಯ ಮಹಿಳೆಯ ಶವ ಪತ್ತೆಯಾಗಿದ್ದು, ಕಮಲಾಪುರ ಪೊಲೀಸ್ ಠಾಣೆಯಲ್ಲಿ ಪ್ರಕರಣ ದಾಖಲಾಗಿದೆ. ವ್ಯಕ್ತಿಯ ಚಹರೆ : 5.5 ಅಡಿ ಎತ್ತರ, ಎಣ್ಣೆಗೆಂಪು ಮೈಬಣ್ಣ ಸಾಧಾರಣ ಮೈಕಟ್ಟು ಇರುತ್ತದೆ. ಮೃತಳ ಮೈಮೇಲೆ ಹಸಿರು ಬಣ್ಣದ ಸೀರೆ, ಹಸಿರು ಬಣ್ಣದ ಕುಪ್ಪಸ ಹಾಗೂ ಕಪ್ಪು ಬಣ್ಣದ ಲಂಗ ಧರಿಸಿರುತ್ತಾಳೆ. ಅನಾಮಧೇಯ ವ್ಯಕ್ತಿಯ ಬಗ್ಗೆ ಮಾಹಿತಿ ಇದ್ದಲ್ಲಿ ವಿಜಯನಗರ ಜಿಲ್ಲಾ ಪೊಲೀಸ್ ಕಂಟ್ರೋಲ್ ರೂಂ ದೂ.9480805700, ಎಸ್ಪಿ ದೂ.9480805701, ಹೆಚ್ಚುವರಿ ಎಸ್‌ಪಿ ದೂ.9480805702, ಉಪವಿಭಾಗ ಡಿಎಸ್ಪಿ ದೂ.9480805720, ಹಂಪಿ ವೃತ್ತ ಸಿಪಿಐ ದೂ.9480805732 ಹಾಗೂ ಕಮಲಾಪುರ ಪೊಲೀಸ್ ಠಾಣೆಯ ಪಿಎಸ್ಐ ದೂ.9480805762 ಸಂಖ್ಯೆಗಳಿಗೆ ಕರೆ ಮಾಡಿ ಸಂಪರ್ಕಿಸಬೇಕೆಂದು ಪೊಲೀಸ್ ಠಾಣಾಧಿಕಾರಿಗಳು ಪ್ರಕಟಣೆಯಲ್ಲಿ ತಿಳಿಸಿದ್ದಾರೆ.: [1119, 1546, 1499, 1707]
sidebar-election-text: ಬಳ್ಳಾರಿ:ಬಳ್ಳಾರಿ ಜಿಲ್ಲಾ ಕಾರ್ಯನಿರತ ಪತ್ರಕರ್ತರ ಸಂಘದ ಚುನಾವಣೆ(2025–2028)ಗೆ ನಾಮಪತ್ರ ಹಿಂಪಡೆಯಲು ಕೊನೆಯ ದಿನವಾದ ಗುರುವಾರ (30/10/2025) ರಂದು ಏಳು ನಾಮಪತ್ರ ವಾಪಸ್ಸು ಪಡೆಯಲಾಗಿದ್ದು, ಅಂತಿಮ ಕಣದಲ್ಲಿ ರಾಜ್ಯ ಕಾರ್ಯಕಾರಿ ಸಮಿತಿ ಸದಸ್ಯ ಸ್ಥಾನ ಸೇರಿ ಒಟ್ಟು 25 ಸ್ಥಾನಗಳಿಗೆ 37 ಅಭ್ಯರ್ಥಿಗಳು ಕಣದಲ್ಲಿ ಉಳಿದಿದ್ದಾರೆ ಎಂದು ಜಿಲ್ಲಾ ಚುನಾವಣಾಧಿಕಾರಿ ನಾಗರಾಜ್.ಎಸ್ ತಿಳಿಸಿದ್ದಾರೆ. ರಾಜ್ಯ ಕಾರ್ಯಕಾರಿ ಸಮಿತಿ ಸ್ಥಾನಗಳಿಗೆ ವೆಂಕೋಬಿ, ಬಸವರಾಜ್.ಹೆಚ್., ಎಂ.ಅಂಬಣ್ಣನವರ್, ಜಿಲ್ಲಾಧ್ಯಕ್ಷ ಸ್ಥಾನಕ್ಕೆ ಎಸ್.ವೀರಭದ್ರ ಗೌಡ, ವಿ.ರವಿ. ಜಿಲ್ಲಾ ಉಪಾಧ್ಯಕ್ಷ ಸ್ಥಾನಕ್ಕೆ ಎಸ್.ಗುರುಕಾಂತ, ಎ.ಹಾಣಿಸ್, ಕೆ.ಮಲ್ಲಿಕಾರ್ಜುನ, ಕೆ.ಮಲ್ಲಯ್ಯ, ಬಿ.ರಸೂಲ್. ಜಿಲ್ಲಾ ಪ್ರಧಾನ ಕಾರ್ಯದರ್ಶಿ ಸ್ಥಾನಕ್ಕೆ ನರಸಿಂಹ ಮೂರ್ತಿ ಕುಲಕರ್ಣಿ, ವೆಂಕಟೇಶ ದೇಸಾಯಿ. ಜಿಲ್ಲಾ ಕಾರ್ಯದರ್ಶಿ ಸ್ಥಾನಕ್ಕೆ ದ್ಯಾಮನಗೌಡ ಪಾಟೀಲ್, ಎಂ.ಪಿ.ಚೋತಿ, ಪಿ.ರಫೀಕಾ, ಜಿಲ್ಲಾ ಖಜಾಂಚಿ ಸ್ಥಾನಕ್ಕೆ ಕೆ.ಅಶೋಕ್, ಬಿ.ಸಂಗಮೇಶ್. ಜಿಲ್ಲಾ ಕಾರ್ಯಕಾರಿಣಿ ಸಮಿತಿ ಸ್ಥಾನಗಳಿಗೆ ಎಸ್.ಕೆ.ನ್ಯಾಯಂದರ್, ಕೆ.ವಿರೇಶ, ಮುಲ್ಲಾಂ ಇಸ್ಮಾಯಿಲ್, ಟಿ.ಕಾರ್ತಿಕ್, ನಂದೀಶ್ ಕುಮಾರ್, ಬಿ.ಐಹೊಳೆ ಉಪ್ಪಾರ್, ಬಿ.ಚಂದ್ರಶೇಖರ ಗೌಡ, ಯು.ಗುರುನಾಥ, ಯರ್ರಿಸ್ವಾಮಿ.ಬಿ., ಟಿ.ಎಸ್.ಶ್ರೀನಿವಾಸ ಶೆಟ್ಟಿ, ರೇಣುಕಾರಾಧ್ಯ.ಕೆ.ಎಂ.ಪಿ., ಹೊನ್ನೂರಸ್ವಾಮಿ, ಎ.ಹೆಚ್.ಶ್ರೀನಿವಾಸ, ಶಿವಾನಂದ ಕೆ.ಮಡಿವಾಳ್, ಕೆ.ಎಂ.ವಿರುಪಾಕ್ಷಯ್ಯ, ಪುರುಷೋತ್ತಮ ಹಂದ್ಯಾಳ್, ಶಿವಕುಮಾರ್.ಹೆಚ್., ಅಂಬರೀಶ್.ಎಸ್.ಕೆ., ಜಿ.ಪ್ರವೀಣ್ ರಾಜ್, ಸತೀಶ್.ಎ ಅಂತಿಮ ಕಣದಲ್ಲಿದ್ದಾರೆ ಎಂದು ಅವರು ಪ್ರಕಟಣೆಯಲ್ಲಿ ತಿಳಿಸಿದ್ದಾರೆ.: [1119, 256, 1499, 527]
photo-meeting: [587, 1569, 1105, 1759]
lead-col3-text: ಕರ್ತವ್ಯ ನಿರ್ವಹಿಸಬೇಕು. ಭ್ರಷ್ಟಾಚಾರ ಮುಕ್ತ ಸಮಾಜ ನಿರ್ಮಾಣಕ್ಕೆ ಭಾರತವನ್ನಾಗಿಸಲು ಎಲ್ಲರೂ ಕೈಜೋಡಿಸಬೇಕು ಎಂದು ಕರೆ ನೀಡಿದರು. ಬಳಿಕ ನ್ಯಾಯಾಧೀಶರು ಜಾಗೃತಿ ಸಪ್ತಾಹ ಕಾರ್ಯಕ್ರಮದ ಅಂಗವಾಗಿ ಪ್ರತಿಜ್ಞಾ ವಿಧಿ ಬೋಧಿಸಿದರು. ಜಿಲ್ಲಾ ಕಾನೂನು ಸೇವೆಗಳ ಪ್ರಾಧಿಕಾರದ ಸದಸ್ಯ ಕಾರ್ಯದರ್ಶಿ ಹಾಗೂ ಹಿರಿಯ ಸಿವಿಲ್ ನ್ಯಾಯಾಧೀಶರಾದ ರಾಜೇಶ್ ಎನ್.ಹೊಸಮನಿ ಅವರು ಮಾತನಾಡಿ, ಸಾಮಾನ್ಯ ಸಾರ್ವಜನಿಕರಿಗೆ ಕಾನೂನು-ನಿಯಮಗಳ ಕುರಿತು ಜಾಗೃತಿ ಮೂಡಿಸುವುದು, ಸರ್ಕಾರಿ ಸೌಲಭ್ಯ ಸೇವಾ ಕುರಿತು ಸಾಮಾನ್ಯ ಜನರಿಗೆ ಅರಿವು ಮೂಡಿಸುವುದು ಕಾರ್ಯಕ್ರಮದ ಉದ್ದೇಶವಾಗಿದೆ ಎಂದು ಹೇಳಿದರು. ಜಿಲ್ಲಾ ಕಾನೂನು ಸೇವೆಗಳ ಪ್ರಾಧಿಕಾರದ ವತಿಯಿಂದ 'ಭ್ರಷ್ಟಾಚಾರದ ವಿರುದ್ಧ ಸಾರ್ವಜನಿಕರಲ್ಲಿ ಅರಿವು ಮೂಡಿಸುವ ಕಾರ್ಯಕ್ರಮ' ಹಮ್ಮಿಕೊಳ್ಳಲಾಗುತ್ತಿದೆ. ಅದೇರೀತಿಯಾಗಿ ಅಧಿಕಾರಿಗಳು ದುರ್ಬಲ ವರ್ಗದವರಿಗೆ ಉಚಿತವಾಗಿ ವಕೀಲರನ್ನು ನೇಮಿಸುವ ಮೂಲಕ ಉಚಿತ ಕಾನೂನು ಸೇವೆ ಒದಗಿಸಲಾಗುತ್ತದೆ ಎಂದು ತಿಳಿಸಿದರು. ಈ ಸಂದರ್ಭದಲ್ಲಿ ಒಂದನೇ ಅಪರ ಜಿಲ್ಲಾ ಮತ್ತು ಸತ್ರ ನ್ಯಾಯಾಧೀಶರಾದ ಪ್ರಮೋದ.ಜಿ.ಜಿ., ಅಪರ ಜಿಲ್ಲಾ ಮತ್ತು ಸತ್ರ ನ್ಯಾಯಾಧೀಶರಾದ ರಾಘವೇಂದ್ರ ಗೌಡ.ಪಿ.ಜಿ., 4ನೇ ಅಪರ ಜಿಲ್ಲಾ ಮತ್ತು ಸತ್ರ ನ್ಯಾಯಾಧೀಶರಾದ ವಾಸುದೇವ ರಾಧಾಕಾಂತ ಗುಡಿ, ಜಿಲ್ಲಾ ಕುಟುಂಬ ನ್ಯಾಯಾಲಯದ ಪ್ರಧಾನ ನ್ಯಾಯಾಧೀಶರಾದ ವೆಂಕಟೇಶ್ ನಾರಾಯಣ ರಾವ್ ಹುಲಗಿ, ಜಿಲ್ಲಾ ನ್ಯಾಯಾಲಯದ ವಿವಿಧ ನ್ಯಾಯಾಧೀಶರು, ಜಿಲ್ಲಾ ನ್ಯಾಯಾಲಯದ ಅಧಿಕಾರಿಗಳು, ಸಿಬ್ಬಂದಿ ಮತ್ತು ವಕೀಲರು ಭಾಗವಹಿಸಿದ್ದರು.: [816, 239, 1103, 583]
dead1-byline: ಹೊಸಪೇಟೆ ಟೈಮ್ಸ್ ನ್ಯೂಸ್: [1212, 1087, 1319, 1102]
lead-body-mid-a: [298, 600, 548, 640]
obavva-body-col2: [850, 1069, 1103, 1566]
lead-headline: ಭ್ರಷ್ಟಾಚಾರ ನಿರ್ಮೂಲನೆಗೆ ಕೈಜೋಡಿಸಿ: [129, 106, 990, 190]
research-byline: ಹೊಸಪೇಟೆ ಟೈಮ್ಸ್ ನ್ಯೂಸ್: [47, 1403, 154, 1418]
obavva-headline: ಜಿಲ್ಲಾಡಳಿತದಿಂದ ಒನಕೆ ಓಬವ್ವ ಜಯಂತಿ ಅರ್ಥಪೂರ್ಣ ಆಚರಣೆ: ಎಡಿಸಿ ಮಹಮ್ಮದ್ ಝುಬೇರ್: [587, 979, 1100, 1056]
notice-body: ಈ ಕೆಳಕಂಡ ಸ್ಥಳದಲ್ಲಿನ ಭೂಉಪಯೋಗ ಬದಲಾವಣೆ ಕೋರಿ ಅರ್ಜಿದಾರರು ಸಲ್ಲಿಸಿರುವ ಪ್ರಸ್ತಾವನೆಗೆ ಸಂಬಂಧಿಸಿದಂತೆ ಸಾರ್ವಜನಿಕರಿಂದ ಆಕ್ಷೇಪಣೆ ಆಹ್ವಾನಿಸಲಾಗಿದೆ. ಸರ್ವೆ ನಂ.11/ಬಿ ರಲ್ಲಿನ 0.60.5 ಎಕರೆ ವಿಸ್ತೀರ್ಣದ ಜಮೀನನ್ನು ವಸತಿ ಉದ್ದೇಶಕ್ಕೆ ಬದಲಾವಣೆ ಮಾಡಲು ಪ್ರಸ್ತಾಪಿಸಲಾಗಿದೆ. ಆಕ್ಷೇಪಣೆಗಳು ಇದ್ದಲ್ಲಿ ಈ ಪ್ರಕಟಣೆ ಪ್ರಕಟವಾದ 15 ದಿನಗಳ ಒಳಗಾಗಿ ಲಿಖಿತ ರೂಪದಲ್ಲಿ ಪ್ರಾಧಿಕಾರದ ಕಚೇರಿಗೆ ಸಲ್ಲಿಸತಕ್ಕದ್ದು. ನಿಗದಿತ ಅವಧಿಯ ನಂತರ ಬರುವ ಆಕ್ಷೇಪಣೆಗಳನ್ನು ಪರಿಗಣಿಸಲಾಗುವುದಿಲ್ಲ. ವಿವರಗಳನ್ನು ಕಚೇರಿ ವೇಳೆಯಲ್ಲಿ ಪರಿಶೀಲಿಸಬಹುದು.: [1133, 2030, 1487, 2091]
notice-date: ದಿನಾಂಕ:28.10.2025: [1411, 1981, 1487, 1992]
notice-phone: 08395-227749 E-mail:hospethuda@gmail.com: [1182, 1961, 1423, 1972]
notice-ref: ಸಂಖ್ಯೆ: ಹೊನಅಪ್ರಾ/ವಿ/ ಭೂಉಪ/17/2025-26: [1133, 1981, 1283, 1992]
research-body-col2: [301, 1403, 573, 2037]
